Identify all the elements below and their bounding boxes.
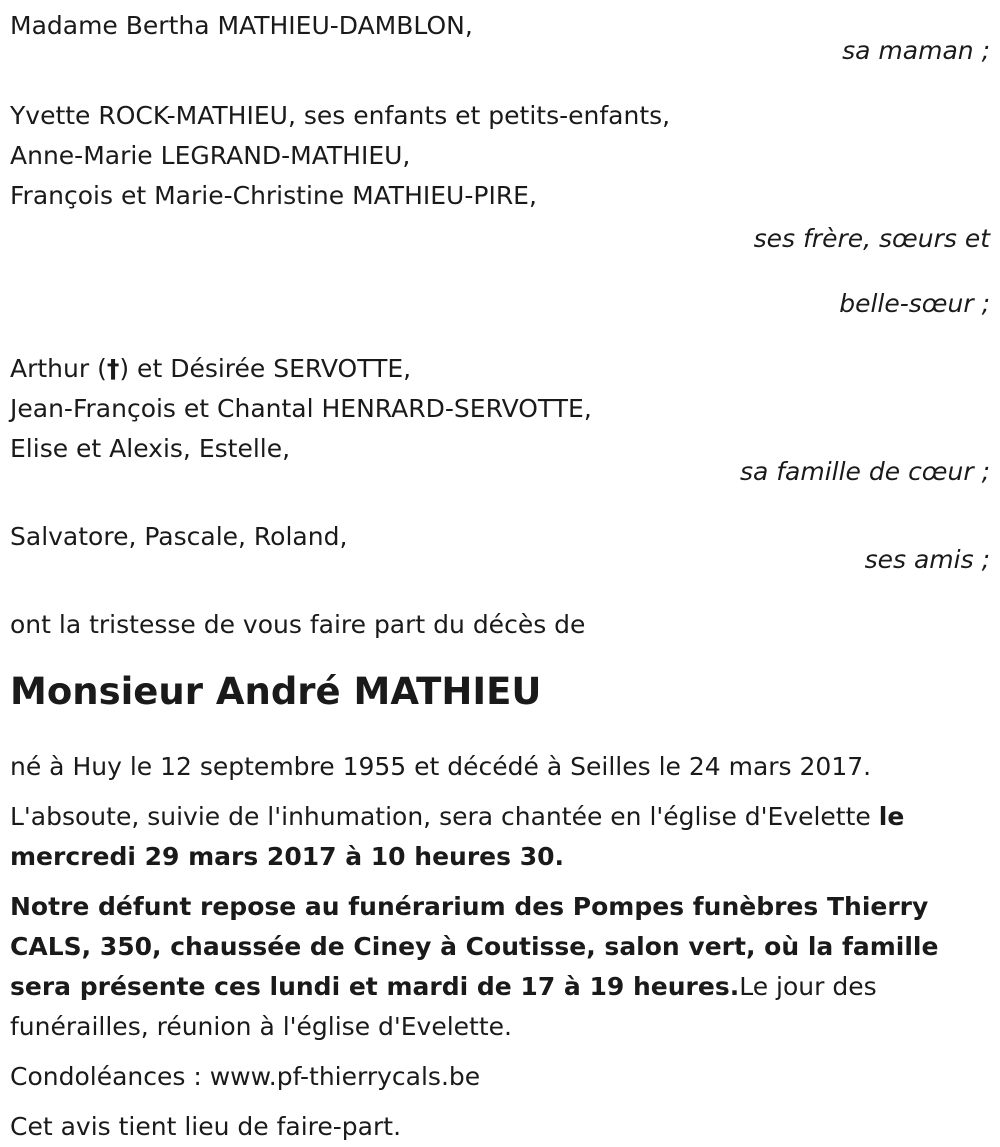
intro-text: ont la tristesse de vous faire part du décès de — [10, 610, 586, 639]
deceased-name: Monsieur André MATHIEU — [10, 670, 542, 713]
relation-label: ses frère, sœurs et — [753, 224, 990, 253]
family-group-heart — [10, 349, 990, 492]
funerarium-plain: Le jour des funérailles, réunion à l'église d'Evelette. — [10, 972, 877, 1041]
family-line: Jean-François et Chantal HENRARD-SERVOTTE, — [10, 394, 592, 423]
birth-death-text: né à Huy le 12 septembre 1955 et décédé à Seilles le 24 mars 2017. — [10, 752, 872, 781]
family-group-siblings — [10, 96, 990, 324]
closing-text: Cet avis tient lieu de faire-part. — [10, 1112, 402, 1141]
family-group-mother — [10, 6, 990, 71]
relation-label: belle-sœur ; — [839, 289, 990, 318]
family-line: Yvette ROCK-MATHIEU, ses enfants et petits-enfants, — [10, 101, 671, 130]
funerarium-bold: Notre défunt repose au funérarium des Pompes funèbres Thierry CALS, 350, chaussée de Ciney à Coutisse, salon vert, où la famille sera présente ces lundi et mardi de 17 à 19 heures. — [10, 892, 939, 1001]
condolences-text: Condoléances : www.pf-thierrycals.be — [10, 1062, 481, 1091]
ceremony-date: le mercredi 29 mars 2017 à 10 heures 30. — [10, 802, 905, 871]
family-line: Salvatore, Pascale, Roland, — [10, 522, 348, 551]
ceremony-text — [10, 797, 985, 877]
relation-label: ses amis ; — [864, 545, 990, 574]
family-line: Madame Bertha MATHIEU-DAMBLON, — [10, 11, 473, 40]
family-line: François et Marie-Christine MATHIEU-PIRE, — [10, 181, 537, 210]
family-line: Anne-Marie LEGRAND-MATHIEU, — [10, 141, 411, 170]
family-line-arthur — [10, 349, 990, 389]
cross-icon: † — [106, 354, 120, 383]
family-group-friends — [10, 517, 990, 580]
ceremony-plain: L'absoute, suivie de l'inhumation, sera chantée en l'église d'Evelette — [10, 802, 879, 831]
funerarium-text — [10, 887, 985, 1047]
family-line: Elise et Alexis, Estelle, — [10, 434, 291, 463]
arthur-pre: Arthur ( — [10, 354, 107, 383]
arthur-post: ) et Désirée SERVOTTE, — [119, 354, 412, 383]
relation-label: sa famille de cœur ; — [739, 457, 990, 486]
relation-label: sa maman ; — [842, 36, 990, 65]
